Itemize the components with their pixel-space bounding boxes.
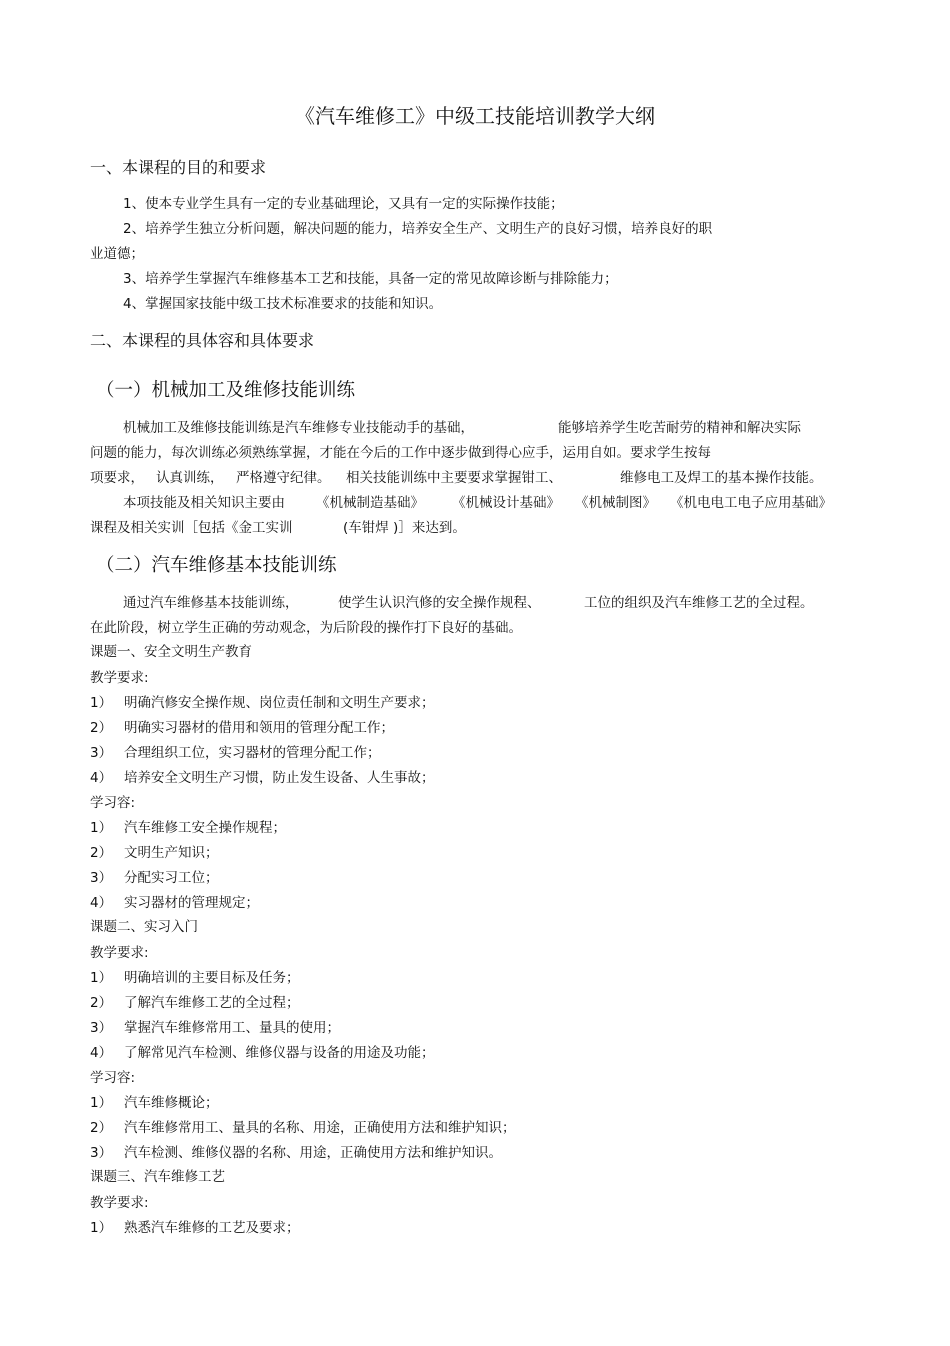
paragraph-line: 《机械制图》 bbox=[575, 495, 656, 511]
paragraph-line: 本项技能及相关知识主要由 bbox=[123, 495, 285, 511]
list-item: 2） 明确实习器材的借用和领用的管理分配工作； bbox=[90, 720, 394, 736]
paragraph-line: 课程及相关实训［包括《金工实训 bbox=[90, 520, 293, 536]
paragraph-line: 2、培养学生独立分析问题，解决问题的能力，培养安全生产、文明生产的良好习惯，培养良好的职 bbox=[123, 221, 713, 237]
list-item: 4） 实习器材的管理规定； bbox=[90, 895, 259, 911]
document-title: 《汽车维修工》中级工技能培训教学大纲 bbox=[295, 104, 655, 128]
topic-title: 课题三、汽车维修工艺 bbox=[90, 1169, 225, 1185]
list-item: 4） 了解常见汽车检测、维修仪器与设备的用途及功能； bbox=[90, 1045, 435, 1061]
list-item: 3） 分配实习工位； bbox=[90, 870, 219, 886]
learning-label: 学习容: bbox=[90, 1070, 136, 1086]
paragraph-line: 相关技能训练中主要要求掌握钳工、 bbox=[346, 470, 562, 486]
paragraph-line: 认真训练， bbox=[156, 470, 224, 486]
paragraph-line: 严格遵守纪律。 bbox=[236, 470, 331, 486]
paragraph-line: 通过汽车维修基本技能训练， bbox=[123, 595, 299, 611]
paragraph-line: 《机电电工电子应用基础》 bbox=[670, 495, 832, 511]
paragraph-line: 在此阶段，树立学生正确的劳动观念，为后阶段的操作打下良好的基础。 bbox=[90, 620, 522, 636]
list-item: 2） 汽车维修常用工、量具的名称、用途，正确使用方法和维护知识； bbox=[90, 1120, 516, 1136]
subsection-heading: （二）汽车维修基本技能训练 bbox=[96, 555, 337, 576]
paragraph-line: 4、掌握国家技能中级工技术标准要求的技能和知识。 bbox=[123, 296, 443, 312]
list-item: 1） 明确培训的主要目标及任务； bbox=[90, 970, 300, 986]
paragraph-line: 工位的组织及汽车维修工艺的全过程。 bbox=[584, 595, 814, 611]
topic-title: 课题二、实习入门 bbox=[90, 919, 198, 935]
list-item: 1） 明确汽修安全操作规、岗位责任制和文明生产要求； bbox=[90, 695, 435, 711]
list-item: 2） 文明生产知识； bbox=[90, 845, 219, 861]
paragraph-line: 业道德； bbox=[90, 246, 144, 262]
section-heading: 二、本课程的具体容和具体要求 bbox=[90, 331, 315, 350]
paragraph-line: (车钳焊 )］来达到。 bbox=[343, 520, 466, 536]
paragraph-line: 使学生认识汽修的安全操作规程、 bbox=[338, 595, 541, 611]
list-item: 3） 汽车检测、维修仪器的名称、用途，正确使用方法和维护知识。 bbox=[90, 1145, 502, 1161]
paragraph-line: 能够培养学生吃苦耐劳的精神和解决实际 bbox=[558, 420, 801, 436]
paragraph-line: 1、使本专业学生具有一定的专业基础理论，又具有一定的实际操作技能； bbox=[123, 196, 564, 212]
paragraph-line: 问题的能力，每次训练必须熟练掌握，才能在今后的工作中逐步做到得心应手，运用自如。要求学生按每 bbox=[90, 445, 711, 461]
requirements-label: 教学要求: bbox=[90, 670, 149, 686]
paragraph-line: 《机械设计基础》 bbox=[452, 495, 560, 511]
requirements-label: 教学要求: bbox=[90, 1195, 149, 1211]
list-item: 1） 汽车维修概论； bbox=[90, 1095, 219, 1111]
section-heading: 一、本课程的目的和要求 bbox=[90, 158, 267, 177]
paragraph-line: 3、培养学生掌握汽车维修基本工艺和技能，具备一定的常见故障诊断与排除能力； bbox=[123, 271, 618, 287]
subsection-heading: （一）机械加工及维修技能训练 bbox=[96, 380, 356, 401]
list-item: 1） 汽车维修工安全操作规程； bbox=[90, 820, 286, 836]
list-item: 3） 掌握汽车维修常用工、量具的使用； bbox=[90, 1020, 340, 1036]
requirements-label: 教学要求: bbox=[90, 945, 149, 961]
learning-label: 学习容: bbox=[90, 795, 136, 811]
list-item: 3） 合理组织工位，实习器材的管理分配工作； bbox=[90, 745, 381, 761]
paragraph-line: 《机械制造基础》 bbox=[316, 495, 424, 511]
paragraph-line: 项要求， bbox=[90, 470, 144, 486]
list-item: 1） 熟悉汽车维修的工艺及要求； bbox=[90, 1220, 300, 1236]
paragraph-line: 机械加工及维修技能训练是汽车维修专业技能动手的基础， bbox=[123, 420, 474, 436]
list-item: 4） 培养安全文明生产习惯，防止发生设备、人生事故； bbox=[90, 770, 435, 786]
paragraph-line: 维修电工及焊工的基本操作技能。 bbox=[620, 470, 823, 486]
topic-title: 课题一、安全文明生产教育 bbox=[90, 644, 252, 660]
list-item: 2） 了解汽车维修工艺的全过程； bbox=[90, 995, 300, 1011]
